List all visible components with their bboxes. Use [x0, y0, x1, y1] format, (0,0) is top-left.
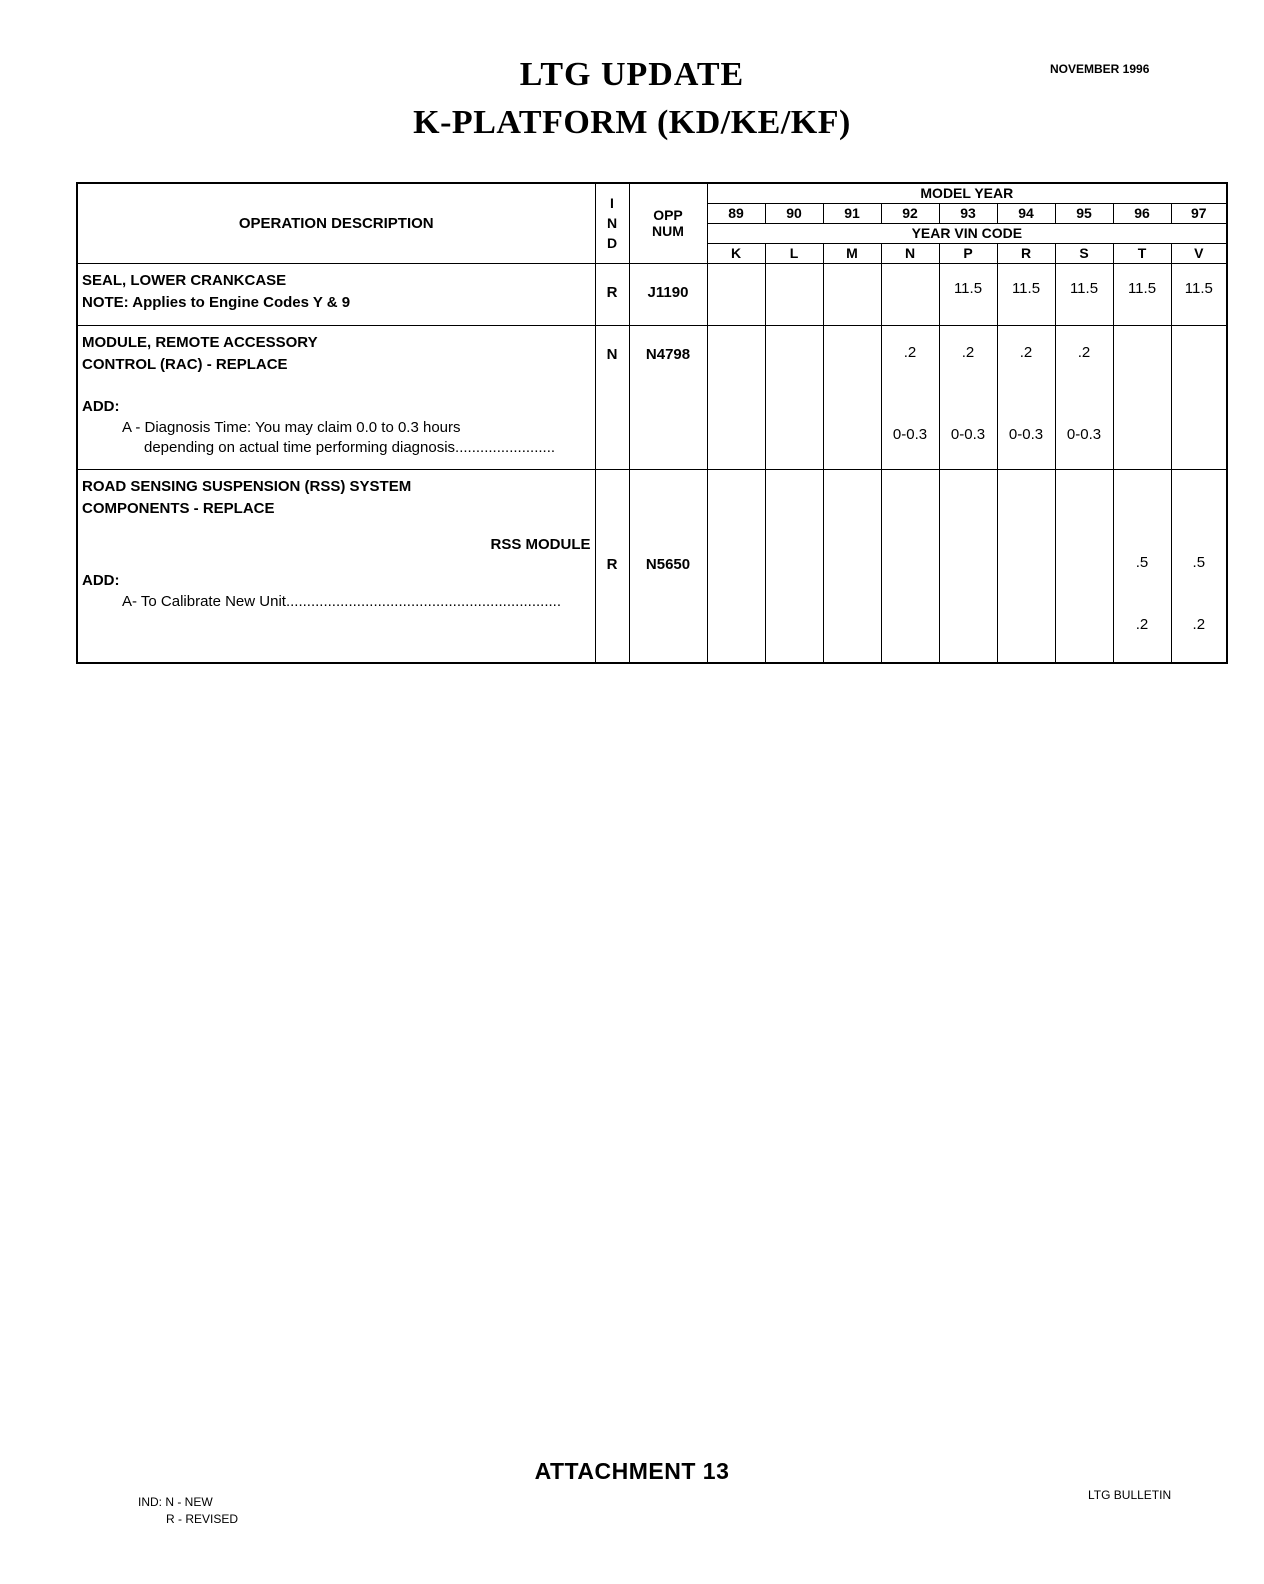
add-time-value: .2: [1192, 615, 1206, 633]
add-time-value: 0-0.3: [1008, 425, 1044, 443]
labor-time-cell: [997, 469, 1055, 663]
labor-time-cell: [823, 325, 881, 469]
rss-module-label: RSS MODULE: [490, 535, 591, 553]
labor-time-cell: [939, 263, 997, 325]
table-row: [77, 263, 1227, 325]
labor-time-cell: [1055, 263, 1113, 325]
labor-time-cell: [765, 325, 823, 469]
labor-time-cell: [707, 325, 765, 469]
labor-time-cell: [1171, 325, 1227, 469]
bulletin-label: LTG BULLETIN: [1088, 1488, 1172, 1502]
page-subtitle: K-PLATFORM (KD/KE/KF): [413, 104, 851, 141]
labor-time-value: .2: [1077, 343, 1091, 361]
labor-time-cell: [1171, 263, 1227, 325]
header-vin-code-letter: V: [1171, 243, 1227, 263]
row-opp-num: N4798: [629, 325, 707, 469]
header-vin-code-letter: L: [765, 243, 823, 263]
labor-time-cell: [881, 325, 939, 469]
header-year: 90: [765, 203, 823, 223]
add-time-value: 0-0.3: [892, 425, 928, 443]
labor-time-cell: [881, 263, 939, 325]
labor-time-value: 11.5: [953, 279, 983, 297]
labor-time-value: .2: [961, 343, 975, 361]
table-row: [77, 469, 1227, 663]
labor-time-cell: [765, 263, 823, 325]
header-year: 97: [1171, 203, 1227, 223]
header-vin-code: YEAR VIN CODE: [707, 223, 1227, 243]
labor-time-cell: [1113, 325, 1171, 469]
header-year: 94: [997, 203, 1055, 223]
row-opp-num: J1190: [629, 263, 707, 325]
labor-time-cell: [765, 469, 823, 663]
row-ind: R: [595, 469, 629, 663]
labor-time-value: 11.5: [1127, 279, 1157, 297]
labor-time-cell: [939, 469, 997, 663]
row-description: SEAL, LOWER CRANKCASE NOTE: Applies to Engine Codes Y & 9: [77, 263, 595, 325]
labor-time-value: 11.5: [1184, 279, 1213, 297]
row-ind: N: [595, 325, 629, 469]
document-date: NOVEMBER 1996: [1050, 62, 1150, 76]
labor-time-value: .5: [1192, 553, 1206, 571]
attachment-label: ATTACHMENT 13: [534, 1458, 730, 1484]
table-row: [77, 325, 1227, 469]
row-description: MODULE, REMOTE ACCESSORY CONTROL (RAC) - REPLACE ADD: A - Diagnosis Time: You may claim 0.0 to 0.3 hours depending on actual time performing diagnosis........................: [77, 325, 595, 469]
labor-time-cell: [881, 469, 939, 663]
labor-time-cell: [707, 469, 765, 663]
header-model-year: MODEL YEAR: [707, 183, 1227, 203]
labor-time-value: 11.5: [1069, 279, 1099, 297]
labor-time-cell: [1055, 325, 1113, 469]
header-vin-code-letter: N: [881, 243, 939, 263]
header-vin-code-letter: M: [823, 243, 881, 263]
header-vin-code-letter: P: [939, 243, 997, 263]
add-time-value: 0-0.3: [950, 425, 986, 443]
labor-time-value: 11.5: [1011, 279, 1041, 297]
labor-time-cell: [1055, 469, 1113, 663]
header-opp-num: OPP NUM: [629, 183, 707, 263]
header-year: 92: [881, 203, 939, 223]
header-vin-code-letter: K: [707, 243, 765, 263]
header-year: 96: [1113, 203, 1171, 223]
labor-time-cell: [707, 263, 765, 325]
header-vin-code-letter: T: [1113, 243, 1171, 263]
row-ind: R: [595, 263, 629, 325]
labor-time-cell: [997, 325, 1055, 469]
labor-time-cell: [823, 469, 881, 663]
add-time-value: 0-0.3: [1066, 425, 1102, 443]
labor-time-cell: [1113, 469, 1171, 663]
header-operation-description: OPERATION DESCRIPTION: [77, 183, 595, 263]
add-time-value: .2: [1135, 615, 1149, 633]
labor-time-table: [76, 182, 1228, 664]
header-year: 89: [707, 203, 765, 223]
header-vin-code-letter: S: [1055, 243, 1113, 263]
header-ind: I N D: [595, 183, 629, 263]
labor-time-cell: [1113, 263, 1171, 325]
header-vin-code-letter: R: [997, 243, 1055, 263]
labor-time-cell: [823, 263, 881, 325]
header-year: 91: [823, 203, 881, 223]
ind-legend: IND: N - NEW R - REVISED: [138, 1495, 239, 1526]
labor-time-cell: [939, 325, 997, 469]
header-year: 95: [1055, 203, 1113, 223]
row-description: ROAD SENSING SUSPENSION (RSS) SYSTEM COMPONENTS - REPLACE RSS MODULE ADD: A- To Calibrate New Unit..................................................................: [77, 469, 595, 663]
labor-time-cell: [1171, 469, 1227, 663]
labor-time-value: .2: [1019, 343, 1033, 361]
labor-time-value: .2: [903, 343, 917, 361]
page-title: LTG UPDATE: [519, 56, 745, 93]
row-opp-num: N5650: [629, 469, 707, 663]
labor-time-cell: [997, 263, 1055, 325]
labor-time-value: .5: [1135, 553, 1149, 571]
header-year: 93: [939, 203, 997, 223]
